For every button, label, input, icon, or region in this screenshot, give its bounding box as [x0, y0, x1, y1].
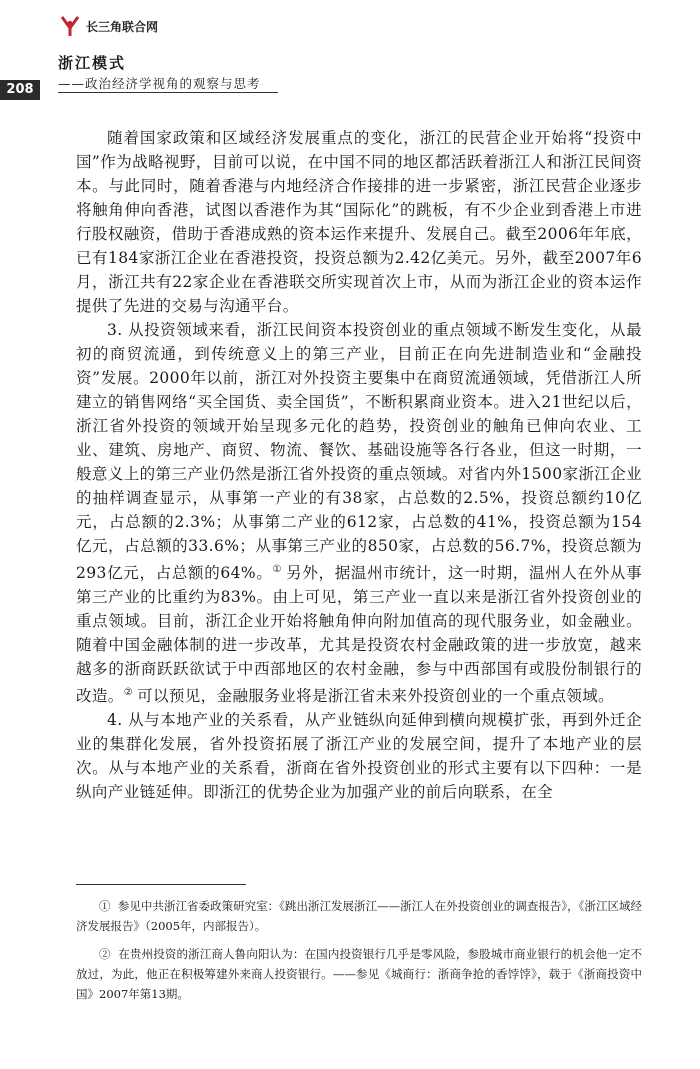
footnote-mark: ② [99, 947, 111, 961]
footnote [76, 944, 642, 1004]
footnotes [76, 896, 642, 1012]
page-number: 208 [0, 80, 40, 100]
book-title: 浙江模式 [58, 54, 127, 72]
paragraph-text: 另外，据温州市统计，这一时期，温州人在外从事第三产业的比重约为83%。由上可见，第三产业一直以来是浙江省外投资创业的重点领域。目前，浙江企业开始将触角伸向附加值高的现代服务业，如金融业。随着中国金融体制的进一步改革，尤其是投资农村金融政策的进一步放宽，越来越多的浙商跃跃欲试于中西部地区的农村金融，参与中西部国有或股份制银行的改造。 [76, 564, 642, 706]
logo [58, 14, 158, 38]
header-rule [58, 92, 278, 93]
footnote-rule [76, 884, 246, 885]
footnote-mark: ① [99, 899, 111, 913]
logo-mark-icon [58, 14, 82, 38]
footnote-text: 在贵州投资的浙江商人鲁向阳认为：在国内投资银行几乎是零风险，参股城市商业银行的机会他一定不放过，为此，他正在积极筹建外来商人投资银行。——参见《城商行：浙商争抢的香饽饽》，载于《浙商投资中国》2007年第13期。 [76, 947, 643, 1001]
footnote [76, 896, 642, 936]
logo-text: 长三角联合网 [86, 19, 159, 34]
book-subtitle: ——政治经济学视角的观察与思考 [58, 76, 261, 91]
footnote-text: 参见中共浙江省委政策研究室：《跳出浙江发展浙江——浙江人在外投资创业的调查报告》，《浙江区域经济发展报告》（2005年，内部报告）。 [76, 899, 643, 933]
paragraph: 随着国家政策和区域经济发展重点的变化，浙江的民营企业开始将“投资中国”作为战略视野，目前可以说，在中国不同的地区都活跃着浙江人和浙江民间资本。与此同时，随着香港与内地经济合作接排的进一步紧密，浙江民营企业逐步将触角伸向香港，试图以香港作为其“国际化”的跳板，有不少企业到香港上市进行股权融资，借助于香港成熟的资本运作来提升、发展自己。截至2006年年底，已有184家浙江企业在香港投资，投资总额为2.42亿美元。另外，截至2007年6月，浙江共有22家企业在香港联交所实现首次上市，从而为浙江企业的资本运作提供了先进的交易与沟通平台。 [76, 129, 642, 315]
footnote-ref: ① [272, 564, 283, 575]
paragraph: 4. 从与本地产业的关系看，从产业链纵向延伸到横向规模扩张，再到外迁企业的集群化发展，省外投资拓展了浙江产业的发展空间，提升了本地产业的层次。从与本地产业的关系看，浙商在省外投资创业的形式主要有以下四种：一是纵向产业链延伸。即浙江的优势企业为加强产业的前后向联系，在全 [76, 711, 642, 802]
footnote-ref: ② [123, 687, 134, 699]
paragraph-text: 3. 从投资领域来看，浙江民间资本投资创业的重点领域不断发生变化，从最初的商贸流通，到传统意义上的第三产业，目前正在向先进制造业和“金融投资”发展。2000年以前，浙江对外投资主要集中在商贸流通领域，凭借浙江人所建立的销售网络“买全国货、卖全国货”，不断积累商业资本。进入21世纪以后，浙江省外投资的领域开始呈现多元化的趋势，投资创业的触角已伸向农业、工业、建筑、房地产、商贸、物流、餐饮、基础设施等各行各业，但这一时期，一般意义上的第三产业仍然是浙江省外投资的重点领域。对省内外1500家浙江企业的抽样调查显示，从事第一产业的有38家，占总数的2.5%，投资总额约10亿元，占总额的2.3%；从事第二产业的612家，占总数的41%，投资总额为154亿元，占总额的33.6%；从事第三产业的850家，占总数的56.7%，投资总额为293亿元，占总额的64%。 [76, 321, 642, 583]
page-header [58, 14, 678, 100]
paragraph [76, 318, 642, 708]
body-text [76, 126, 642, 804]
paragraph-text: 可以预见，金融服务业将是浙江省未来外投资创业的一个重点领域。 [137, 687, 615, 706]
